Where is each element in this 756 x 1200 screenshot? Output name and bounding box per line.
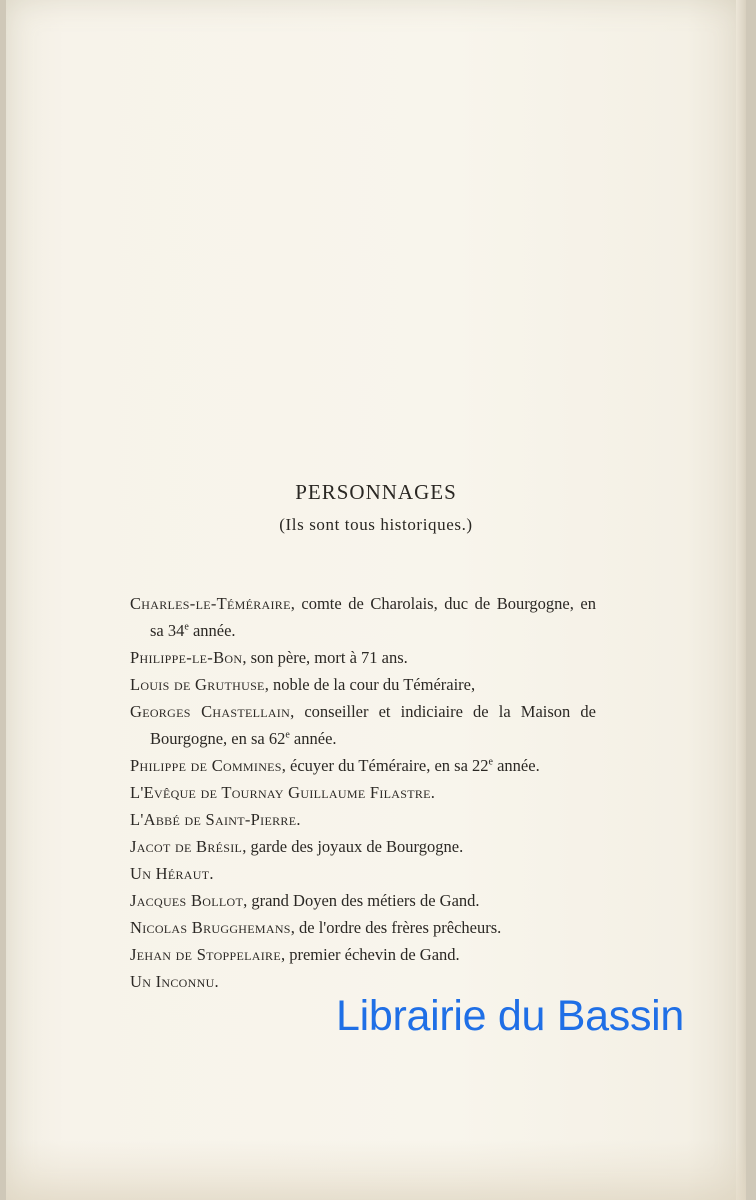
character-name: Louis de Gruthuse [130, 675, 265, 694]
character-entry [130, 860, 596, 887]
character-entry [130, 914, 596, 941]
character-desc: . [296, 810, 301, 829]
character-desc: , premier échevin de Gand. [280, 945, 460, 964]
character-entry [130, 833, 596, 860]
character-entry [130, 644, 596, 671]
character-name: Charles-le-Téméraire [130, 594, 291, 613]
character-name: L'Abbé de Saint-Pierre [130, 810, 297, 829]
character-name: Nicolas Brugghemans [130, 918, 291, 937]
character-name: Un Inconnu [130, 972, 215, 991]
character-name: L'Evêque de Tournay Guillaume Filastre [130, 783, 431, 802]
watermark-text: Librairie du Bassin [336, 992, 685, 1040]
character-desc: , comte de Charolais, duc de Bourgogne, en sa 34 [150, 594, 596, 640]
character-desc-end: année. [289, 729, 337, 748]
character-desc: . [214, 972, 219, 991]
page-title: PERSONNAGES [295, 480, 457, 504]
character-desc-end: année. [188, 621, 236, 640]
character-entry [130, 887, 596, 914]
character-entry [130, 941, 596, 968]
ordinal-suffix: e [184, 621, 189, 633]
character-desc: , garde des joyaux de Bourgogne. [242, 837, 464, 856]
character-entry [130, 806, 596, 833]
character-desc: , grand Doyen des métiers de Gand. [243, 891, 480, 910]
character-desc: , noble de la cour du Téméraire, [264, 675, 476, 694]
character-desc: , son père, mort à 71 ans. [242, 648, 408, 667]
character-name: Un Héraut [130, 864, 210, 883]
character-name: Jacques Bollot [130, 891, 244, 910]
character-desc: , écuyer du Téméraire, en sa 22 [281, 756, 489, 775]
page-wear [6, 1140, 746, 1200]
character-entry [130, 671, 596, 698]
character-desc: , conseiller et indiciaire de la Maison de Bourgogne, en sa 62 [150, 702, 596, 748]
character-name: Philippe de Commines [130, 756, 282, 775]
character-list [130, 590, 596, 995]
character-name: Philippe-le-Bon [130, 648, 243, 667]
character-desc: . [209, 864, 214, 883]
character-entry [130, 698, 596, 752]
ordinal-suffix: e [488, 756, 493, 768]
character-desc: , de l'ordre des frères prêcheurs. [290, 918, 502, 937]
character-entry [130, 590, 596, 644]
character-name: Jacot de Brésil [130, 837, 243, 856]
character-desc: . [430, 783, 435, 802]
page-subtitle: (Ils sont tous historiques.) [279, 515, 473, 534]
character-entry [130, 752, 596, 779]
character-entry [130, 779, 596, 806]
character-name: Jehan de Stoppelaire [130, 945, 281, 964]
character-entry [130, 968, 596, 995]
character-desc-end: année. [492, 756, 540, 775]
ordinal-suffix: e [285, 729, 290, 741]
character-name: Georges Chastellain [130, 702, 291, 721]
